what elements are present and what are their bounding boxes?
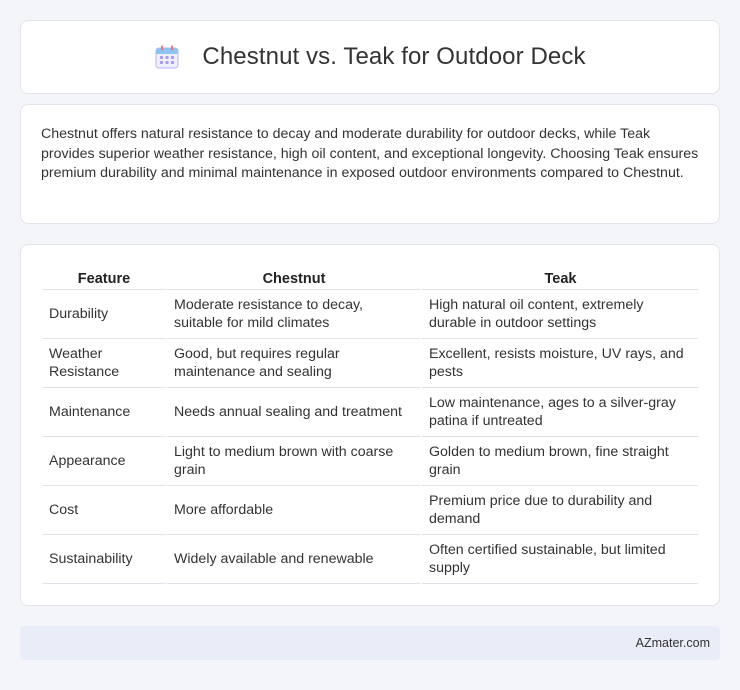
comparison-table-card <box>20 244 720 606</box>
calendar-icon <box>154 44 180 70</box>
chestnut-cell: Needs annual sealing and treatment <box>165 388 420 437</box>
table-row <box>43 486 698 535</box>
teak-cell: Golden to medium brown, fine straight grain <box>420 437 698 486</box>
comparison-table <box>43 265 698 584</box>
feature-cell: Cost <box>43 486 165 535</box>
teak-cell: Low maintenance, ages to a silver-gray patina if untreated <box>420 388 698 437</box>
table-row <box>43 290 698 339</box>
table-row <box>43 535 698 584</box>
feature-cell: Weather Resistance <box>43 339 165 388</box>
feature-cell: Maintenance <box>43 388 165 437</box>
table-row <box>43 437 698 486</box>
chestnut-cell: Light to medium brown with coarse grain <box>165 437 420 486</box>
title-card <box>20 20 720 94</box>
chestnut-cell: More affordable <box>165 486 420 535</box>
header-chestnut: Chestnut <box>165 265 420 290</box>
feature-cell: Sustainability <box>43 535 165 584</box>
table-row <box>43 388 698 437</box>
chestnut-cell: Moderate resistance to decay, suitable for mild climates <box>165 290 420 339</box>
teak-cell: Premium price due to durability and demand <box>420 486 698 535</box>
teak-cell: High natural oil content, extremely durable in outdoor settings <box>420 290 698 339</box>
header-feature: Feature <box>43 265 165 290</box>
footer-bar <box>20 626 720 660</box>
table-header-row <box>43 265 698 290</box>
chestnut-cell: Widely available and renewable <box>165 535 420 584</box>
feature-cell: Durability <box>43 290 165 339</box>
teak-cell: Excellent, resists moisture, UV rays, and pests <box>420 339 698 388</box>
page-title: Chestnut vs. Teak for Outdoor Deck <box>202 43 586 70</box>
intro-text: Chestnut offers natural resistance to decay and moderate durability for outdoor decks, while Teak provides superior weather resistance, high oil content, and exceptional longevity. Choosing Teak ensures premium durability and minimal maintenance in exposed outdoor environments compared to Chestnut. <box>41 126 699 182</box>
feature-cell: Appearance <box>43 437 165 486</box>
header-teak: Teak <box>420 265 698 290</box>
intro-card <box>20 104 720 224</box>
teak-cell: Often certified sustainable, but limited supply <box>420 535 698 584</box>
footer-brand: AZmater.com <box>635 636 710 650</box>
table-row <box>43 339 698 388</box>
chestnut-cell: Good, but requires regular maintenance and sealing <box>165 339 420 388</box>
